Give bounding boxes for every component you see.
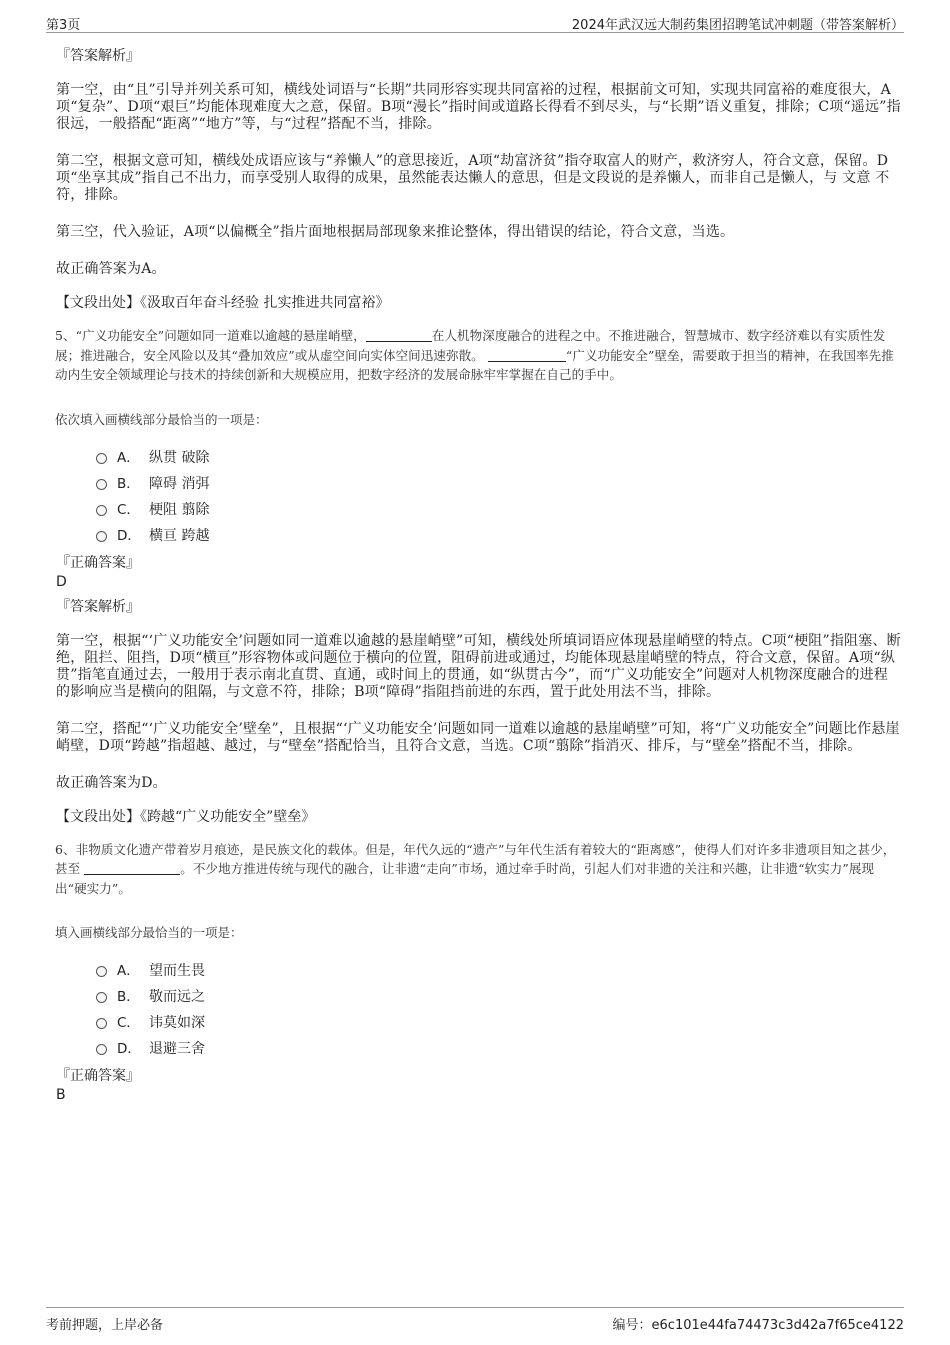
radio-icon[interactable] <box>96 1018 107 1029</box>
question-6-text: 6、非物质文化遗产带着岁月痕迹，是民族文化的载体。但是，年代久远的“遗产”与年代生活有着较大的“距离感”，使得人们对许多非遗项目知之甚少，甚至 。不少地方推进传统与现代的融合，让非遗“走向”市场，通过牵手时尚，引起人们对非遗的关注和兴趣，让非遗“软实力”展现出“硬实力”。 <box>55 841 896 896</box>
option-c[interactable]: C． 梗阻 翦除 <box>96 497 902 523</box>
option-d[interactable]: D． 退避三舍 <box>96 1036 902 1062</box>
radio-icon[interactable] <box>96 1044 107 1055</box>
fill-blank <box>84 860 180 875</box>
analysis-label: 『答案解析』 <box>56 48 140 64</box>
text-source: 【文段出处】《汲取百年奋斗经验 扎实推进共同富裕》 <box>56 295 390 311</box>
question-5-options <box>96 445 902 549</box>
analysis-paragraph: 第二空，搭配“‘广义功能安全’壁垒”，且根据“‘广义功能安全’问题如同一道难以逾越的悬崖峭壁”可知，将“广义功能安全”问题比作悬崖峭壁，D项“跨越”指超越、越过，与“壁垒”搭配恰当，且符合文意，当选。C项“翦除”指消灭、排斥，与“壁垒”搭配不当，排除。 <box>56 720 900 754</box>
correct-answer: D <box>56 573 67 590</box>
option-a[interactable]: A． 望而生畏 <box>96 958 902 984</box>
analysis-paragraph: 第一空，根据“‘广义功能安全’问题如同一道难以逾越的悬崖峭壁”可知，横线处所填词语应体现悬崖峭壁的特点。C项“梗阻”指阻塞、断绝，阻拦、阻挡，D项“横亘”形容物体或问题位于横向的位置，阻碍前进或通过，均能体现悬崖峭壁的特点，符合文意，保留。A项“纵贯”指笔直通过去，一般用于表示南北直贯、直通，或时间上的贯通，如“纵贯古今”，而“广义功能安全”问题对人机物深度融合的进程的影响应当是横向的阻隔，与文意不符，排除；B项“障碍”指阻挡前进的东西，置于此处用法不当，排除。 <box>56 632 901 700</box>
page-footer <box>46 1307 904 1332</box>
question-5-text: 5、“广义功能安全”问题如同一道难以逾越的悬崖峭壁， 在人机物深度融合的进程之中。不推进融合，智慧城市、数字经济难以有实质性发展；推进融合，安全风险以及其“叠加效应”或从虚空间向实体空间迅速弥散。 “广义功能安全”壁垒，需要敢于担当的精神，在我国率先推动内生安全领域理论与技术的持续创新和大规模应用，把数字经济的发展命脉牢牢掌握在自己的手中。 <box>55 328 894 382</box>
page-content <box>56 40 902 1104</box>
footer-slogan: 考前押题，上岸必备 <box>46 1318 164 1333</box>
question-5-instruction: 依次填入画横线部分最恰当的一项是： <box>55 411 268 427</box>
analysis-label: 『答案解析』 <box>56 598 140 615</box>
text-source: 【文段出处】《跨越“广义功能安全”壁垒》 <box>56 808 316 825</box>
analysis-paragraph: 第二空，根据文意可知，横线处成语应该与“养懒人”的意思接近，A项“劫富济贫”指夺取富人的财产，救济穷人，符合文意，保留。D项“坐享其成”指自己不出力，而享受别人取得的成果，虽然能表达懒人的意思，但是文段说的是养懒人，而非自己是懒人，与 文意 不符，排除。 <box>56 153 890 203</box>
answer-conclusion: 故正确答案为D。 <box>56 774 167 791</box>
fill-blank <box>488 347 566 362</box>
question-6-options <box>96 958 902 1062</box>
document-id: 编号：e6c101e44fa74473c3d42a7f65ce4122 <box>612 1318 904 1333</box>
fill-blank <box>366 327 432 342</box>
analysis-paragraph: 第一空，由“且”引导并列关系可知，横线处词语与“长期”共同形容实现共同富裕的过程，根据前文可知，实现共同富裕的难度很大，A项“复杂”、D项“艰巨”均能体现难度大之意，保留。B项“漫长”指时间或道路长得看不到尽头，与“长期”语义重复，排除；C项“遥远”指很远，一般搭配“距离”“地方”等，与“过程”搭配不当，排除。 <box>56 82 901 132</box>
correct-answer: B <box>56 1087 66 1103</box>
radio-icon[interactable] <box>96 479 107 490</box>
correct-answer-label: 『正确答案』 <box>56 1068 140 1084</box>
radio-icon[interactable] <box>96 505 107 516</box>
radio-icon[interactable] <box>96 453 107 464</box>
answer-conclusion: 故正确答案为A。 <box>56 261 166 277</box>
radio-icon[interactable] <box>96 992 107 1003</box>
radio-icon[interactable] <box>96 966 107 977</box>
option-b[interactable]: B． 障碍 消弭 <box>96 471 902 497</box>
option-d[interactable]: D． 横亘 跨越 <box>96 523 902 549</box>
analysis-paragraph: 第三空，代入验证，A项“以偏概全”指片面地根据局部现象来推论整体，得出错误的结论，符合文意，当选。 <box>56 224 735 240</box>
question-6-instruction: 填入画横线部分最恰当的一项是： <box>55 925 243 940</box>
page-number: 第3页 <box>46 18 81 33</box>
option-a[interactable]: A． 纵贯 破除 <box>96 445 902 471</box>
option-b[interactable]: B． 敬而远之 <box>96 984 902 1010</box>
correct-answer-label: 『正确答案』 <box>56 554 140 571</box>
page-header <box>46 12 904 33</box>
option-c[interactable]: C． 讳莫如深 <box>96 1010 902 1036</box>
document-title: 2024年武汉远大制药集团招聘笔试冲刺题（带答案解析） <box>571 18 904 33</box>
radio-icon[interactable] <box>96 531 107 542</box>
